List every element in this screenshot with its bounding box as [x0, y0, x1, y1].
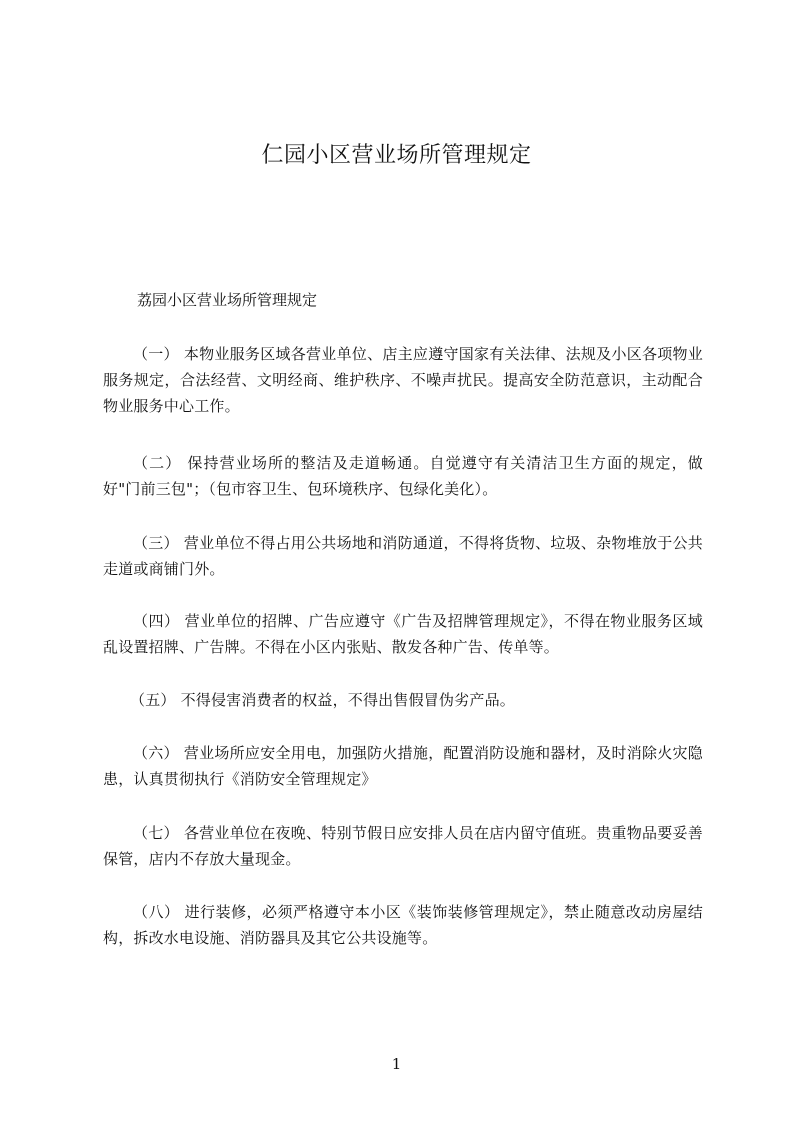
rule-paragraph-1: （一） 本物业服务区域各营业单位、店主应遵守国家有关法律、法规及小区各项物业服务规定，合法经营、文明经商、维护秩序、不噪声扰民。提高安全防范意识，主动配合物业服务中心工作。 — [103, 345, 703, 415]
rule-paragraph-5: （五） 不得侵害消费者的权益，不得出售假冒伪劣产品。 — [130, 691, 515, 709]
document-subtitle: 荔园小区营业场所管理规定 — [137, 291, 318, 309]
rule-paragraph-3: （三） 营业单位不得占用公共场地和消防通道，不得将货物、垃圾、杂物堆放于公共走道或商铺门外。 — [103, 534, 703, 578]
rule-paragraph-2: （二） 保持营业场所的整洁及走道畅通。自觉遵守有关清洁卫生方面的规定，做好"门前三包"；（包市容卫生、包环境秩序、包绿化美化）。 — [103, 454, 703, 498]
rule-paragraph-7: （七） 各营业单位在夜晚、特别节假日应安排人员在店内留守值班。贵重物品要妥善保管，店内不存放大量现金。 — [103, 824, 703, 868]
page-number: 1 — [391, 1055, 402, 1073]
document-title: 仁园小区营业场所管理规定 — [261, 143, 532, 168]
rule-paragraph-4: （四） 营业单位的招牌、广告应遵守《广告及招牌管理规定》，不得在物业服务区域乱设置招牌、广告牌。不得在小区内张贴、散发各种广告、传单等。 — [103, 612, 703, 656]
rule-paragraph-8: （八） 进行装修，必须严格遵守本小区《装饰装修管理规定》，禁止随意改动房屋结构，拆改水电设施、消防器具及其它公共设施等。 — [103, 903, 703, 947]
rule-paragraph-6: （六） 营业场所应安全用电，加强防火措施，配置消防设施和器材，及时消除火灾隐患，认真贯彻执行《消防安全管理规定》 — [103, 744, 703, 788]
